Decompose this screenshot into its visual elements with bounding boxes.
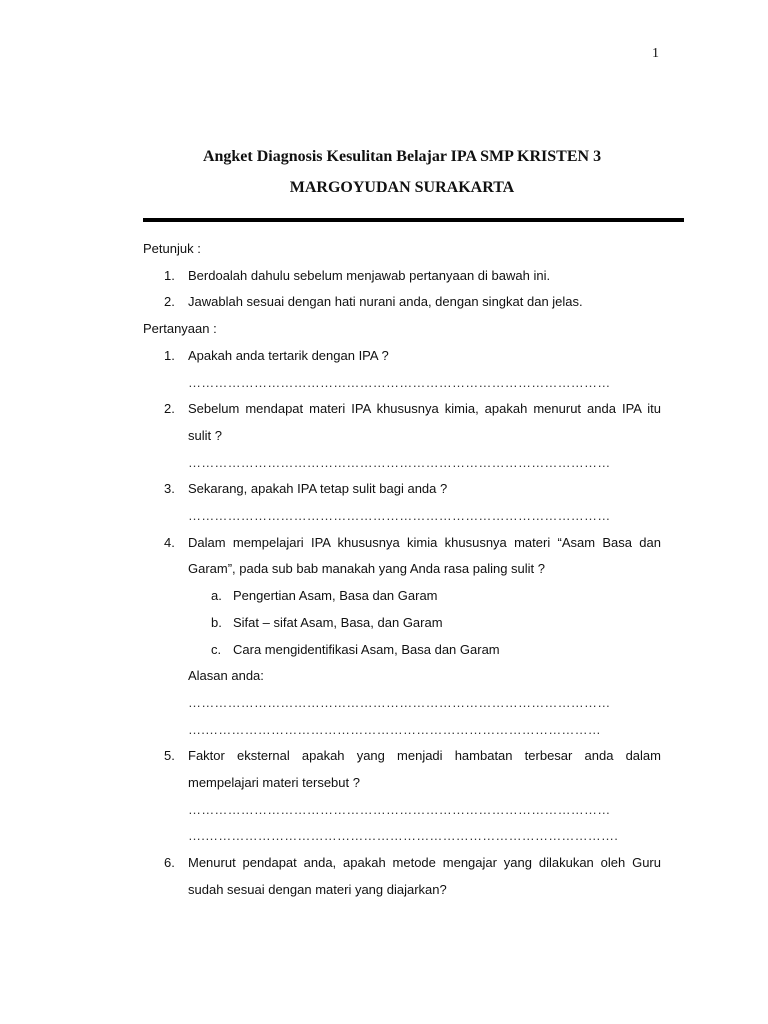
option-letter: a. [211,588,222,604]
instructions-label: Petunjuk : [143,241,201,256]
option-item-b[interactable] [188,610,661,637]
question-number: 6. [164,855,175,871]
option-text: Pengertian Asam, Basa dan Garam [233,588,438,604]
instruction-number: 1. [164,267,175,283]
option-text: Cara mengidentifikasi Asam, Basa dan Garam [233,641,500,657]
document-title-line-1: Angket Diagnosis Kesulitan Belajar IPA SMP KRISTEN 3 [202,148,602,165]
answer-line[interactable]: ….…………………………………………………………………………………. [188,828,619,844]
question-text: Apakah anda tertarik dengan IPA ? [188,347,389,363]
answer-line[interactable]: …………………………………………………………………………………… [188,694,611,710]
question-item-1 [143,343,661,396]
answer-line[interactable]: …………………………………………………………………………………… [188,454,611,470]
title-divider [143,218,684,222]
option-letter: b. [211,614,222,630]
question-item-6 [143,850,661,903]
question-item-2 [143,396,661,476]
instruction-item [143,263,661,290]
question-text: Menurut pendapat anda, apakah metode mengajar yang dilakukan oleh Guru sudah sesuai dengan materi yang diajarkan? [188,855,661,897]
question-text: Sebelum mendapat materi IPA khususnya kimia, apakah menurut anda IPA itu sulit ? [188,401,661,443]
page-number: 1 [652,46,659,61]
question-text: Sekarang, apakah IPA tetap sulit bagi anda ? [188,481,448,497]
option-item-a[interactable] [188,583,661,610]
question-item-3 [143,476,661,529]
question-item-4 [143,530,661,744]
question-number: 4. [164,534,175,550]
questions-label: Pertanyaan : [143,321,217,337]
answer-line[interactable]: …………………………………………………………………………………… [188,374,611,390]
instruction-number: 2. [164,294,175,310]
answer-line[interactable]: …………………………………………………………………………………… [188,508,611,524]
option-item-c[interactable] [188,637,661,664]
question-item-5 [143,743,661,850]
answer-line[interactable]: ….……………………………………………………………………………… [188,721,602,737]
question-number: 5. [164,748,175,764]
question-number: 1. [164,347,175,363]
instruction-text: Jawablah sesuai dengan hati nurani anda, dengan singkat dan jelas. [188,294,583,310]
question-text: Faktor eksternal apakah yang menjadi hambatan terbesar anda dalam mempelajari materi tersebut ? [188,748,661,791]
option-list [188,583,661,663]
option-text: Sifat – sifat Asam, Basa, dan Garam [233,614,443,630]
question-text: Dalam mempelajari IPA khususnya kimia khususnya materi “Asam Basa dan Garam”, pada sub bab manakah yang Anda rasa paling sulit ? [188,534,661,577]
question-number: 3. [164,481,175,497]
document-body [143,236,661,904]
questions-list [143,343,661,904]
answer-line[interactable]: …………………………………………………………………………………… [188,801,611,817]
instruction-text: Berdoalah dahulu sebelum menjawab pertanyaan di bawah ini. [188,267,551,283]
instructions-list [143,263,661,316]
option-letter: c. [211,641,222,657]
document-title-line-2: MARGOYUDAN SURAKARTA [289,179,515,196]
question-number: 2. [164,401,175,417]
instruction-item [143,289,661,316]
reason-label: Alasan anda: [188,668,264,684]
